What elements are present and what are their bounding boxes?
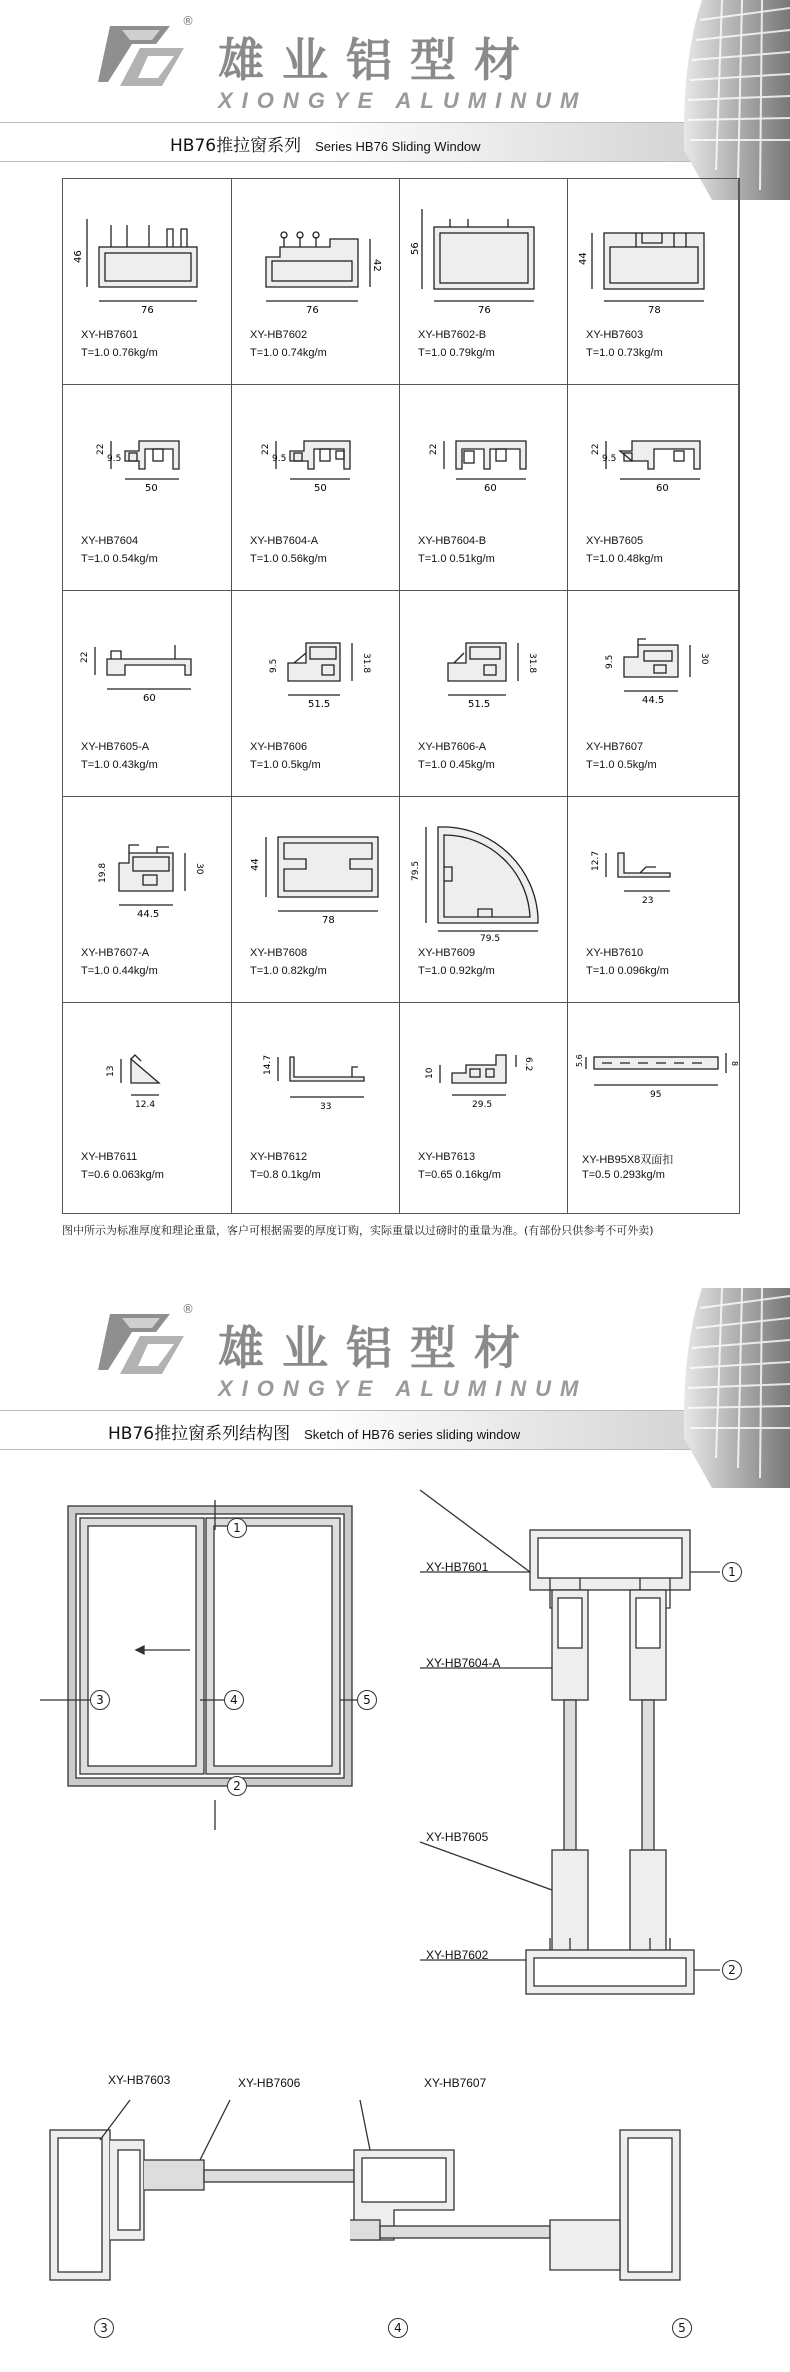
profile-code: XY-HB7605 [586, 535, 644, 547]
profile-spec: T=0.6 0.063kg/m [81, 1169, 164, 1181]
profile-spec: T=0.65 0.16kg/m [418, 1169, 501, 1181]
dim-label: 60 [143, 693, 156, 704]
section-title-cn: HB76推拉窗系列结构图 [108, 1424, 291, 1444]
profile-cell [568, 797, 739, 1003]
dim-label: 60 [656, 483, 669, 494]
profile-code: XY-HB7604-B [418, 535, 487, 547]
profile-spec: T=1.0 0.5kg/m [250, 759, 321, 771]
dim-label: 76 [141, 305, 154, 316]
dim-label: 22 [96, 443, 106, 455]
profile-spec: T=1.0 0.73kg/m [586, 347, 663, 359]
profile-spec: T=1.0 0.51kg/m [418, 553, 495, 565]
profile-code: XY-HB7610 [586, 947, 644, 959]
registered-mark: ® [182, 14, 194, 28]
profile-spec: T=1.0 0.82kg/m [250, 965, 327, 977]
dim-label: 13 [106, 1065, 116, 1077]
dim-label: 9.5 [602, 454, 617, 464]
dim-label: 9.5 [269, 658, 279, 673]
profile-code: XY-HB7611 [81, 1151, 138, 1163]
dim-label: 9.5 [605, 654, 615, 669]
part-label: XY-HB7604-A [426, 1656, 501, 1670]
profile-catalog-grid [62, 178, 740, 1214]
dim-label: 50 [145, 483, 158, 494]
profile-spec: T=0.8 0.1kg/m [250, 1169, 321, 1181]
profile-spec: T=1.0 0.43kg/m [81, 759, 158, 771]
dim-label: 56 [410, 242, 421, 255]
profile-drawing [408, 807, 558, 944]
profile-cell [400, 797, 568, 1003]
profile-code: XY-HB7606 [250, 741, 308, 753]
profile-spec: T=1.0 0.56kg/m [250, 553, 327, 565]
profile-cell [232, 385, 400, 591]
profile-cell [63, 1003, 232, 1213]
dim-label: 22 [80, 651, 90, 663]
profile-cell [63, 385, 232, 591]
profile-spec: T=1.0 0.44kg/m [81, 965, 158, 977]
dim-label: 44 [578, 252, 589, 265]
profile-code: XY-HB7602-B [418, 329, 487, 341]
profile-spec: T=1.0 0.096kg/m [586, 965, 669, 977]
dim-label: 95 [650, 1090, 662, 1100]
dim-label: 44.5 [642, 695, 665, 706]
dim-label: 14.7 [263, 1054, 273, 1075]
header-section-2 [0, 1288, 790, 1498]
dim-label: 31.8 [527, 653, 537, 674]
profile-cell [400, 591, 568, 797]
profile-cell [400, 385, 568, 591]
dim-label: 44.5 [137, 909, 160, 920]
profile-drawing [576, 807, 731, 937]
dim-label: 6.2 [523, 1057, 533, 1072]
building-image [672, 0, 790, 200]
profile-cell [63, 797, 232, 1003]
profile-code: XY-HB7607 [586, 741, 644, 753]
profile-drawing [71, 1013, 221, 1143]
callout-circle-5: 5 [672, 2318, 692, 2338]
dim-label: 29.5 [472, 1100, 493, 1110]
dim-label: 30 [699, 653, 709, 665]
profile-drawing [240, 601, 390, 731]
profile-code: XY-HB7609 [418, 947, 476, 959]
dim-label: 51.5 [308, 699, 331, 710]
profile-drawing [408, 189, 558, 319]
footnote: 图中所示为标准厚度和理论重量，客户可根据需要的厚度订购，实际重量以过磅时的重量为准。(有部份只供参考不可外卖) [62, 1224, 654, 1237]
dim-label: 22 [591, 443, 601, 455]
profile-spec: T=1.0 0.48kg/m [586, 553, 663, 565]
window-elevation-drawing [40, 1500, 380, 1820]
dim-label: 51.5 [468, 699, 491, 710]
profile-cell [232, 591, 400, 797]
profile-cell [568, 1003, 739, 1213]
xiongye-logo [100, 1308, 188, 1380]
profile-code: XY-HB7613 [418, 1151, 476, 1163]
profile-code: XY-HB7606-A [418, 741, 487, 753]
dim-label: 8 [730, 1061, 739, 1067]
profile-spec: T=1.0 0.5kg/m [586, 759, 657, 771]
dim-label: 23 [642, 896, 654, 906]
dim-label: 76 [478, 305, 491, 316]
part-label: XY-HB7607 [424, 2076, 487, 2090]
part-label: XY-HB7601 [426, 1560, 489, 1574]
profile-spec: T=1.0 0.92kg/m [418, 965, 495, 977]
profile-cell [568, 179, 739, 385]
dim-label: 9.5 [107, 454, 122, 464]
dim-label: 22 [429, 443, 439, 455]
profile-drawing [71, 807, 221, 937]
brand-name-en: XIONGYE ALUMINUM [218, 1376, 588, 1401]
profile-cell [63, 179, 232, 385]
callout-circle-5: 5 [357, 1690, 377, 1710]
callout-circle-2: 2 [227, 1776, 247, 1796]
callout-circle-2: 2 [722, 1960, 742, 1980]
profile-code: XY-HB7602 [250, 329, 308, 341]
profile-spec: T=1.0 0.54kg/m [81, 553, 158, 565]
profile-drawing [240, 189, 390, 319]
dim-label: 9.5 [272, 454, 287, 464]
callout-circle-4: 4 [224, 1690, 244, 1710]
horizontal-section-drawing [40, 2100, 760, 2330]
profile-spec: T=1.0 0.76kg/m [81, 347, 158, 359]
profile-drawing [576, 189, 731, 319]
callout-circle-4: 4 [388, 2318, 408, 2338]
profile-cell [232, 179, 400, 385]
profile-drawing [240, 1013, 390, 1143]
dim-label: 46 [73, 250, 84, 263]
part-label: XY-HB7603 [108, 2073, 171, 2087]
part-label: XY-HB7606 [238, 2076, 301, 2090]
section-title [170, 131, 481, 156]
profile-drawing [408, 601, 558, 731]
section-title-en: Sketch of HB76 series sliding window [304, 1427, 521, 1442]
profile-code: XY-HB95X8双面扣 [582, 1154, 674, 1166]
profile-code: XY-HB7612 [250, 1151, 308, 1163]
dim-label: 12.7 [591, 850, 601, 871]
profile-drawing [240, 395, 390, 525]
part-label: XY-HB7605 [426, 1830, 489, 1844]
xiongye-logo [100, 20, 188, 92]
profile-code: XY-HB7601 [81, 329, 139, 341]
dim-label: 60 [484, 483, 497, 494]
profile-drawing [408, 395, 558, 525]
profile-drawing [576, 395, 731, 525]
profile-code: XY-HB7604-A [250, 535, 319, 547]
dim-label: 76 [306, 305, 319, 316]
building-image [672, 1288, 790, 1488]
brand-name-cn: 雄业铝型材 [218, 1321, 538, 1375]
dim-label: 31.8 [361, 653, 371, 674]
profile-spec: T=1.0 0.74kg/m [250, 347, 327, 359]
dim-label: 30 [194, 863, 204, 875]
dim-label: 12.4 [135, 1100, 156, 1110]
dim-label: 10 [425, 1067, 435, 1079]
section-title-cn: HB76推拉窗系列 [170, 136, 302, 156]
part-label: XY-HB7602 [426, 1948, 489, 1962]
dim-label: 22 [261, 443, 271, 455]
callout-circle-1: 1 [722, 1562, 742, 1582]
dim-label: 79.5 [480, 934, 501, 944]
profile-spec: T=1.0 0.79kg/m [418, 347, 495, 359]
profile-cell [232, 1003, 400, 1213]
dim-label: 5.6 [575, 1054, 584, 1067]
dim-label: 19.8 [98, 862, 108, 883]
profile-drawing [240, 807, 390, 937]
dim-label: 42 [371, 259, 382, 272]
profile-code: XY-HB7605-A [81, 741, 150, 753]
section-title [108, 1419, 520, 1444]
profile-drawing [576, 601, 731, 731]
dim-label: 78 [322, 915, 335, 926]
section-title-en: Series HB76 Sliding Window [315, 139, 481, 154]
callout-circle-3: 3 [90, 1690, 110, 1710]
profile-drawing [71, 189, 221, 319]
profile-drawing [408, 1013, 558, 1143]
profile-cell [568, 591, 739, 797]
dim-label: 79.5 [411, 860, 421, 881]
profile-drawing [575, 1013, 739, 1143]
profile-code: XY-HB7608 [250, 947, 308, 959]
profile-cell [568, 385, 739, 591]
callout-circle-3: 3 [94, 2318, 114, 2338]
callout-circle-1: 1 [227, 1518, 247, 1538]
dim-label: 44 [250, 858, 261, 871]
profile-drawing [71, 395, 221, 525]
registered-mark: ® [182, 1302, 194, 1316]
profile-drawing [71, 601, 221, 731]
profile-cell [400, 1003, 568, 1213]
profile-code: XY-HB7604 [81, 535, 139, 547]
dim-label: 78 [648, 305, 661, 316]
dim-label: 50 [314, 483, 327, 494]
dim-label: 33 [320, 1102, 332, 1112]
profile-cell [63, 591, 232, 797]
brand-name-cn: 雄业铝型材 [218, 33, 538, 87]
profile-spec: T=0.5 0.293kg/m [582, 1169, 665, 1181]
profile-spec: T=1.0 0.45kg/m [418, 759, 495, 771]
profile-cell [400, 179, 568, 385]
profile-code: XY-HB7603 [586, 329, 644, 341]
brand-name-en: XIONGYE ALUMINUM [218, 88, 588, 113]
profile-code: XY-HB7607-A [81, 947, 150, 959]
profile-cell [232, 797, 400, 1003]
